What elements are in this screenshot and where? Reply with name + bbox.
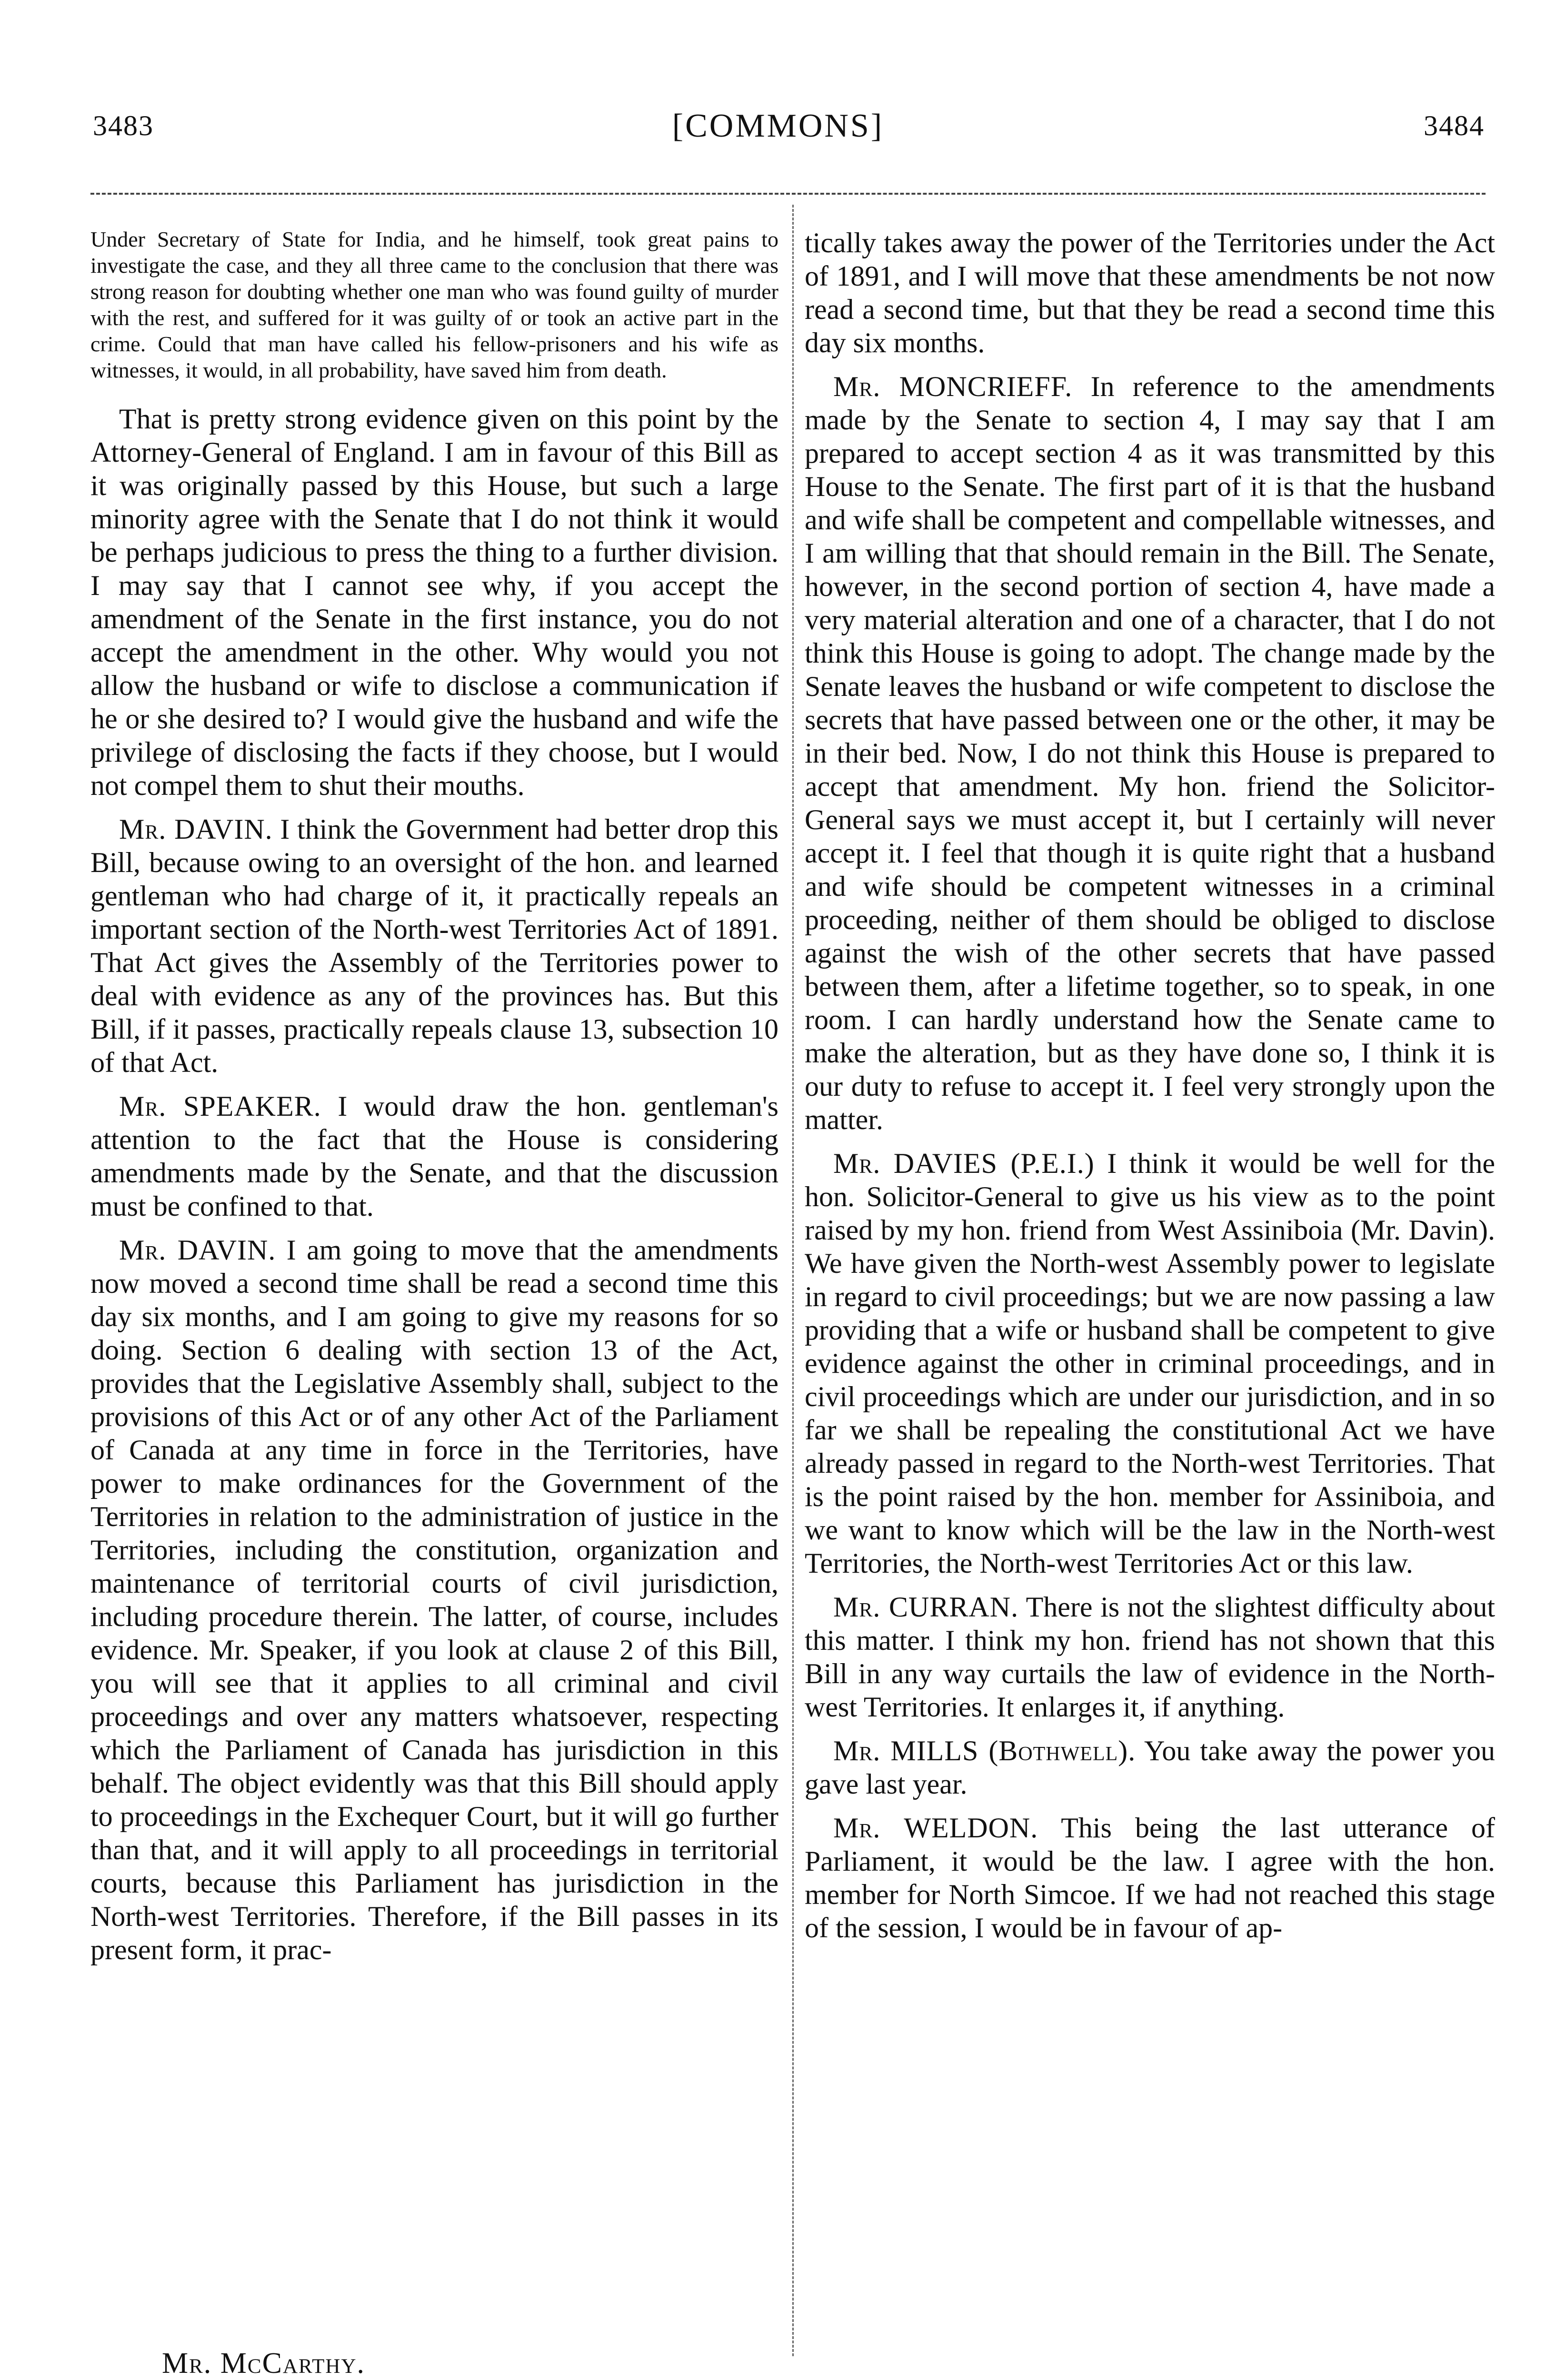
right-column — [805, 226, 1495, 1955]
speaker-name: Mr. DAVIES (P.E.I.) — [833, 1148, 1095, 1179]
column-divider — [792, 205, 794, 2356]
paragraph — [805, 1811, 1495, 1944]
speaker-name: Mr. DAVIN. — [119, 813, 273, 845]
speech-text: I would draw the hon. gentleman's attention to the fact that the House is considering amendments made by the Senate, and that the discussion must be confined to that. — [90, 1091, 778, 1222]
speaker-name: Mr. CURRAN. — [833, 1591, 1019, 1623]
paragraph — [90, 1090, 778, 1223]
paragraph — [805, 1734, 1495, 1801]
running-head: [COMMONS] — [672, 108, 884, 144]
speech-text: In reference to the amendments made by the Senate to section 4, I may say that I am prepared to accept section 4 as it was transmitted by this House to the Senate. The first part of it is that the husband and wife shall be competent and compellable witnesses, and I am willing that that should remain in the Bill. The Senate, however, in the second portion of section 4, have made a very material alteration and one of a character, that I do not think this House is going to adopt. The change made by the Senate leaves the husband or wife competent to disclose the secrets that have passed between one or the other, it may be in their bed. Now, I do not think this House is prepared to accept that amendment. My hon. friend the Solicitor-General says we must accept it, but I certainly will never accept it. I feel that though it is quite right that a husband and wife should be competent witnesses in a criminal proceeding, neither of them should be obliged to disclose against the wish of the other secrets that have passed between them, after a lifetime together, so to speak, in one room. I can hardly understand how the Senate came to make the alteration, but as they have done so, I think it is our duty to refuse to accept it. I feel very strongly upon the matter. — [805, 371, 1495, 1135]
speaker-name: Mr. SPEAKER. — [119, 1091, 321, 1122]
speech-text: This being the last utterance of Parliament, it would be the law. I agree with the hon. member for North Simcoe. If we had not reached this stage of the session, I would be in favour of ap- — [805, 1812, 1496, 1944]
page-number-right: 3484 — [1424, 110, 1485, 141]
speech-text: I think it would be well for the hon. Solicitor-General to give us his view as to the point raised by my hon. friend from West Assiniboia (Mr. Davin). We have given the North-west Assembly power to legislate in regard to civil proceedings; but we are now passing a law providing that a wife or husband shall be competent to give evidence against the other in criminal proceedings, and in civil proceedings which are under our jurisdiction, and in so far we shall be repealing the constitutional Act we have already passed in regard to the North-west Territories. That is the point raised by the hon. member for Assiniboia, and we want to know which will be the law in the North-west Territories, the North-west Territories Act or this law. — [805, 1148, 1495, 1579]
paragraph: That is pretty strong evidence given on this point by the Attorney-General of England. I am in favour of this Bill as it was originally passed by this House, but such a large minority agree with the Senate that I do not think it would be perhaps judicious to press the thing to a further division. I may say that I cannot see why, if you accept the amendment of the Senate in the first instance, you do not accept the amendment in the other. Why would you not allow the husband or wife to disclose a communication if he or she desired to? I would give the husband and wife the privilege of disclosing the facts if they choose, but I would not compel them to shut their mouths. — [90, 403, 778, 801]
paragraph — [805, 370, 1495, 1136]
paragraph — [805, 1590, 1495, 1724]
speech-text: There is not the slightest difficulty about this matter. I think my hon. friend has not shown that this Bill in any way curtails the law of evidence in the North-west Territories. It enlarges it, if anything. — [805, 1591, 1495, 1723]
header-rule — [90, 193, 1486, 195]
paragraph — [90, 813, 778, 1079]
speech-text: I am going to move that the amendments now moved a second time shall be read a second time this day six months, and I am going to give my reasons for so doing. Section 6 dealing with section 13 of the Act, provides that the Legislative Assembly shall, subject to the provisions of this Act or of any other Act of the Parliament of Canada at any time in force in the Territories, have power to make ordinances for the Government of the Territories in relation to the administration of justice in the Territories, including the constitution, organization and maintenance of territorial courts of civil jurisdiction, including procedure therein. The latter, of course, includes evidence. Mr. Speaker, if you look at clause 2 of this Bill, you will see that it applies to all criminal and civil proceedings and over any matters whatsoever, respecting which the Parliament of Canada has jurisdiction in this behalf. The object evidently was that this Bill should apply to proceedings in the Exchequer Court, but it will go further than that, and it will apply to all proceedings in territorial courts, because this Parliament has jurisdiction in the North-west Territories. Therefore, if the Bill passes in its present form, it prac- — [90, 1234, 779, 1965]
paragraph: tically takes away the power of the Territories under the Act of 1891, and I will move that these amendments be not now read a second time, but that they be read a second time this day six months. — [805, 227, 1495, 358]
speech-text: You take away the power you gave last year. — [805, 1735, 1495, 1800]
paragraph — [805, 1147, 1495, 1580]
page-header — [0, 0, 1556, 200]
speaker-name: Mr. DAVIN. — [119, 1234, 276, 1266]
page-number-left: 3483 — [93, 110, 154, 141]
speech-text: I think the Government had better drop this Bill, because owing to an oversight of the hon. and learned gentleman who had charge of it, it practically repeals an important section of the North-west Territories Act of 1891. That Act gives the Assembly of the Territories power to deal with evidence as any of the provinces has. But this Bill, if it passes, practically repeals clause 13, subsection 10 of that Act. — [90, 813, 779, 1078]
quoted-passage: Under Secretary of State for India, and he himself, took great pains to investigate the case, and they all three came to the conclusion that there was strong reason for doubting whether one man who was found guilty of murder with the rest, and suffered for it was guilty of or took an active part in the crime. Could that man have called his fellow-prisoners and his wife as witnesses, it would, in all probability, have saved him from death. — [90, 227, 778, 382]
footer-speaker: Mr. McCarthy. — [162, 2347, 365, 2380]
speaker-name: Mr. MILLS (Bothwell). — [833, 1735, 1136, 1766]
speaker-name: Mr. MONCRIEFF. — [833, 371, 1073, 402]
paragraph — [90, 1233, 778, 1966]
left-column — [90, 226, 778, 1977]
speaker-name: Mr. WELDON. — [833, 1812, 1038, 1844]
